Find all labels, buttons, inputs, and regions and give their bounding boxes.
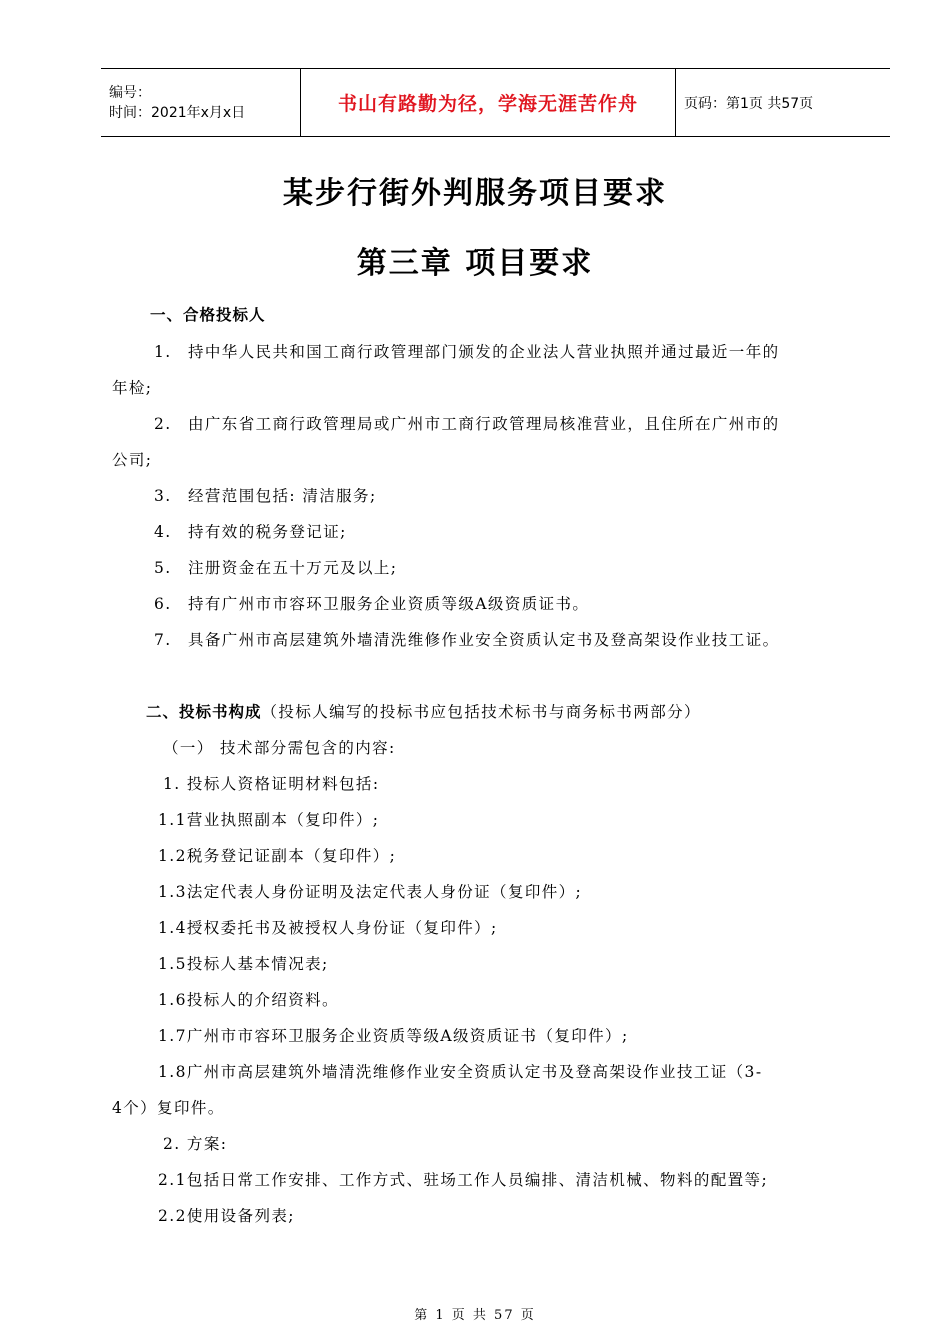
- list-item: [154, 412, 780, 434]
- item-text: 由广东省工商行政管理局或广州市工商行政管理局核准营业，且住所在广州市的: [188, 415, 780, 433]
- item-text: 具备广州市高层建筑外墙清洗维修作业安全资质认定书及登高架设作业技工证。: [188, 631, 780, 649]
- list-item: 1.7广州市市容环卫服务企业资质等级A级资质证书（复印件）;: [158, 1027, 629, 1045]
- sub-heading: （一） 技术部分需包含的内容:: [163, 739, 396, 757]
- chapter-title: 第三章 项目要求: [356, 246, 594, 281]
- header-left-cell: [101, 69, 301, 136]
- list-item: [154, 628, 780, 650]
- item-text: 经营范围包括: 清洁服务;: [188, 487, 377, 505]
- time-label: 时间：2021年x月x日: [109, 104, 246, 121]
- list-item: 1.8广州市高层建筑外墙清洗维修作业安全资质认定书及登高架设作业技工证（3-: [158, 1063, 763, 1081]
- list-item: 1.2税务登记证副本（复印件）;: [158, 847, 397, 865]
- item-number: 7.: [154, 631, 172, 649]
- list-item: 1.5投标人基本情况表;: [158, 955, 329, 973]
- header-motto-cell: [301, 69, 676, 136]
- item-text: 持中华人民共和国工商行政管理部门颁发的企业法人营业执照并通过最近一年的: [188, 343, 780, 361]
- item-continuation: 公司;: [112, 451, 153, 469]
- item-continuation: 4个）复印件。: [112, 1099, 225, 1117]
- item-number: 4.: [154, 523, 172, 541]
- list-item: 2.1包括日常工作安排、工作方式、驻场工作人员编排、清洁机械、物料的配置等;: [158, 1171, 769, 1189]
- list-item: 1.4授权委托书及被授权人身份证（复印件）;: [158, 919, 498, 937]
- list-item: [154, 484, 377, 506]
- document-title: 某步行街外判服务项目要求: [283, 176, 667, 211]
- list-item: [154, 556, 397, 578]
- list-item: 1.6投标人的介绍资料。: [158, 991, 339, 1009]
- item-number: 5.: [154, 559, 172, 577]
- page-label: 页码：第1页 共57页: [684, 95, 814, 112]
- item-text: 持有广州市市容环卫服务企业资质等级A级资质证书。: [188, 595, 590, 613]
- item-text: 注册资金在五十万元及以上;: [188, 559, 398, 577]
- section2-heading-note: （投标人编写的投标书应包括技术标书与商务标书两部分）: [261, 703, 701, 721]
- list-item: 2. 方案:: [163, 1135, 228, 1153]
- code-label: 编号：: [109, 84, 151, 101]
- motto-text: 书山有路勤为径，学海无涯苦作舟: [337, 93, 638, 115]
- page-footer: 第 1 页 共 57 页: [414, 1308, 536, 1323]
- list-item: 1. 投标人资格证明材料包括:: [163, 775, 380, 793]
- list-item: [154, 520, 347, 542]
- item-number: 6.: [154, 595, 172, 613]
- item-number: 3.: [154, 487, 172, 505]
- item-continuation: 年检;: [112, 379, 153, 397]
- section2-heading-line: [146, 700, 701, 722]
- page-header: [101, 68, 890, 137]
- list-item: 1.1营业执照副本（复印件）;: [158, 811, 380, 829]
- list-item: 1.3法定代表人身份证明及法定代表人身份证（复印件）;: [158, 883, 583, 901]
- item-number: 2.: [154, 415, 172, 433]
- list-item: 2.2使用设备列表;: [158, 1207, 295, 1225]
- item-number: 1.: [154, 343, 172, 361]
- section2-heading: 二、投标书构成: [146, 703, 262, 721]
- list-item: [154, 592, 589, 614]
- list-item: [154, 340, 780, 362]
- header-page-cell: [676, 69, 890, 136]
- section1-heading: 一、合格投标人: [150, 306, 266, 324]
- item-text: 持有效的税务登记证;: [188, 523, 347, 541]
